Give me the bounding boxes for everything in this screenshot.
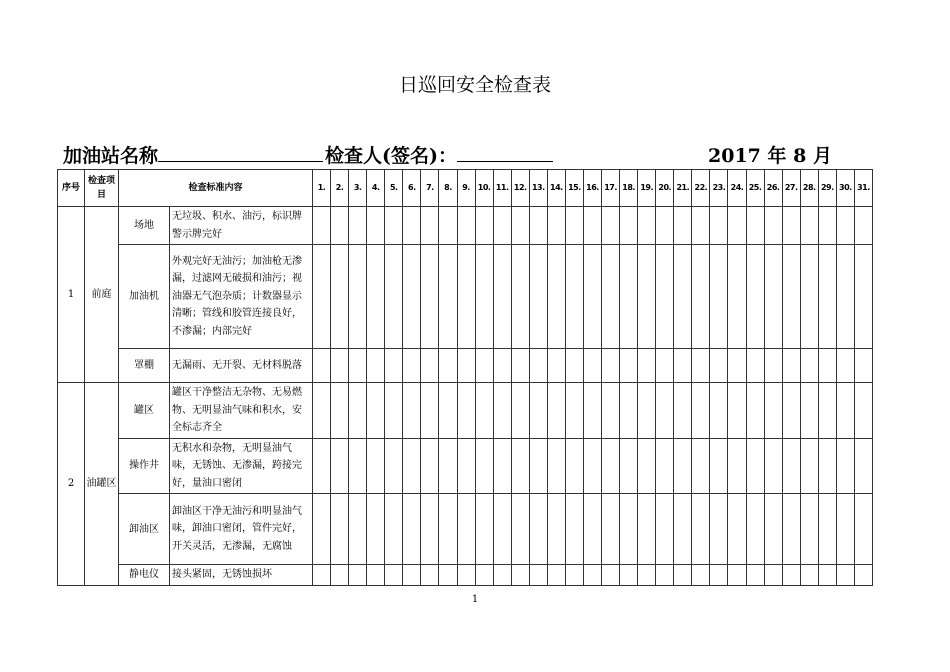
day-check-cell[interactable] xyxy=(493,383,511,439)
day-check-cell[interactable] xyxy=(818,349,836,383)
day-check-cell[interactable] xyxy=(656,565,674,586)
station-name-label: 加油站名称 xyxy=(63,145,159,167)
day-check-cell[interactable] xyxy=(331,438,349,494)
day-check-cell[interactable] xyxy=(439,349,457,383)
day-check-cell[interactable] xyxy=(403,349,421,383)
day-check-cell[interactable] xyxy=(565,207,583,245)
day-check-cell[interactable] xyxy=(746,349,764,383)
day-check-cell[interactable] xyxy=(583,438,601,494)
day-check-cell[interactable] xyxy=(583,383,601,439)
day-check-cell[interactable] xyxy=(403,245,421,349)
table-row xyxy=(58,207,873,245)
day-check-cell[interactable] xyxy=(800,494,818,565)
col-header-day: 3. xyxy=(349,170,367,207)
day-check-cell[interactable] xyxy=(710,494,728,565)
day-check-cell[interactable] xyxy=(746,245,764,349)
day-check-cell[interactable] xyxy=(620,494,638,565)
day-check-cell[interactable] xyxy=(421,207,439,245)
col-header-day: 28. xyxy=(800,170,818,207)
day-check-cell[interactable] xyxy=(529,438,547,494)
day-check-cell[interactable] xyxy=(728,494,746,565)
day-check-cell[interactable] xyxy=(385,383,403,439)
inspector-label: 检查人(签名)： xyxy=(325,145,457,167)
day-check-cell[interactable] xyxy=(565,565,583,586)
day-check-cell[interactable] xyxy=(710,383,728,439)
day-check-cell[interactable] xyxy=(620,565,638,586)
day-check-cell[interactable] xyxy=(764,207,782,245)
col-header-day: 27. xyxy=(782,170,800,207)
day-check-cell[interactable] xyxy=(421,438,439,494)
row-standard: 无垃圾、积水、油污，标识牌警示牌完好 xyxy=(170,207,313,245)
col-header-standard: 检查标准内容 xyxy=(119,170,313,207)
day-check-cell[interactable] xyxy=(565,438,583,494)
day-check-cell[interactable] xyxy=(529,494,547,565)
row-sub-item: 罩棚 xyxy=(119,349,170,383)
row-standard: 罐区干净整洁无杂物、无易燃物、无明显油气味和积水，安全标志齐全 xyxy=(170,383,313,439)
day-check-cell[interactable] xyxy=(457,349,475,383)
day-check-cell[interactable] xyxy=(764,494,782,565)
day-check-cell[interactable] xyxy=(602,438,620,494)
row-standard: 外观完好无油污；加油枪无渗漏，过滤网无破损和油污；视油器无气泡杂质；计数器显示清晰；管线和胶管连接良好，不渗漏；内部完好 xyxy=(170,245,313,349)
day-check-cell[interactable] xyxy=(764,245,782,349)
day-check-cell[interactable] xyxy=(746,207,764,245)
day-check-cell[interactable] xyxy=(710,349,728,383)
day-check-cell[interactable] xyxy=(493,245,511,349)
day-check-cell[interactable] xyxy=(692,383,710,439)
day-check-cell[interactable] xyxy=(511,245,529,349)
col-header-day: 17. xyxy=(602,170,620,207)
day-check-cell[interactable] xyxy=(583,565,601,586)
day-check-cell[interactable] xyxy=(818,494,836,565)
day-check-cell[interactable] xyxy=(385,494,403,565)
day-check-cell[interactable] xyxy=(493,349,511,383)
day-check-cell[interactable] xyxy=(367,383,385,439)
row-sub-item: 罐区 xyxy=(119,383,170,439)
col-header-day: 4. xyxy=(367,170,385,207)
col-header-day: 19. xyxy=(638,170,656,207)
day-check-cell[interactable] xyxy=(529,349,547,383)
day-check-cell[interactable] xyxy=(367,438,385,494)
day-check-cell[interactable] xyxy=(674,438,692,494)
col-header-day: 10. xyxy=(475,170,493,207)
day-check-cell[interactable] xyxy=(349,207,367,245)
day-check-cell[interactable] xyxy=(457,207,475,245)
day-check-cell[interactable] xyxy=(349,383,367,439)
day-check-cell[interactable] xyxy=(565,245,583,349)
day-check-cell[interactable] xyxy=(547,438,565,494)
day-check-cell[interactable] xyxy=(331,565,349,586)
day-check-cell[interactable] xyxy=(475,245,493,349)
day-check-cell[interactable] xyxy=(728,245,746,349)
day-check-cell[interactable] xyxy=(692,207,710,245)
day-check-cell[interactable] xyxy=(385,565,403,586)
day-check-cell[interactable] xyxy=(800,438,818,494)
day-check-cell[interactable] xyxy=(367,494,385,565)
day-check-cell[interactable] xyxy=(349,245,367,349)
row-standard: 接头紧固，无锈蚀损坏 xyxy=(170,565,313,586)
day-check-cell[interactable] xyxy=(800,245,818,349)
row-area: 前庭 xyxy=(85,207,119,383)
day-check-cell[interactable] xyxy=(529,383,547,439)
day-check-cell[interactable] xyxy=(493,494,511,565)
day-check-cell[interactable] xyxy=(349,565,367,586)
day-check-cell[interactable] xyxy=(818,383,836,439)
day-check-cell[interactable] xyxy=(313,565,331,586)
day-check-cell[interactable] xyxy=(313,438,331,494)
day-check-cell[interactable] xyxy=(728,349,746,383)
day-check-cell[interactable] xyxy=(782,565,800,586)
day-check-cell[interactable] xyxy=(602,565,620,586)
day-check-cell[interactable] xyxy=(818,207,836,245)
day-check-cell[interactable] xyxy=(493,207,511,245)
day-check-cell[interactable] xyxy=(728,207,746,245)
day-check-cell[interactable] xyxy=(439,207,457,245)
day-check-cell[interactable] xyxy=(547,245,565,349)
day-check-cell[interactable] xyxy=(457,438,475,494)
day-check-cell[interactable] xyxy=(800,565,818,586)
day-check-cell[interactable] xyxy=(511,207,529,245)
day-check-cell[interactable] xyxy=(403,438,421,494)
day-check-cell[interactable] xyxy=(656,494,674,565)
day-check-cell[interactable] xyxy=(367,565,385,586)
col-header-day: 25. xyxy=(746,170,764,207)
day-check-cell[interactable] xyxy=(602,383,620,439)
day-check-cell[interactable] xyxy=(836,207,854,245)
day-check-cell[interactable] xyxy=(656,349,674,383)
day-check-cell[interactable] xyxy=(313,383,331,439)
day-check-cell[interactable] xyxy=(331,349,349,383)
day-check-cell[interactable] xyxy=(583,207,601,245)
col-header-day: 5. xyxy=(385,170,403,207)
col-header-day: 9. xyxy=(457,170,475,207)
col-header-day: 12. xyxy=(511,170,529,207)
day-check-cell[interactable] xyxy=(403,565,421,586)
day-check-cell[interactable] xyxy=(457,383,475,439)
day-check-cell[interactable] xyxy=(349,494,367,565)
day-check-cell[interactable] xyxy=(475,565,493,586)
day-check-cell[interactable] xyxy=(565,383,583,439)
day-check-cell[interactable] xyxy=(656,383,674,439)
day-check-cell[interactable] xyxy=(602,207,620,245)
day-check-cell[interactable] xyxy=(710,438,728,494)
col-header-day: 21. xyxy=(674,170,692,207)
day-check-cell[interactable] xyxy=(638,349,656,383)
day-check-cell[interactable] xyxy=(367,245,385,349)
day-check-cell[interactable] xyxy=(818,438,836,494)
row-standard: 无漏雨、无开裂、无材料脱落 xyxy=(170,349,313,383)
day-check-cell[interactable] xyxy=(547,565,565,586)
row-standard: 无积水和杂物，无明显油气味，无锈蚀、无渗漏，跨接完好，量油口密闭 xyxy=(170,438,313,494)
col-header-day: 18. xyxy=(620,170,638,207)
day-check-cell[interactable] xyxy=(385,438,403,494)
day-check-cell[interactable] xyxy=(529,207,547,245)
day-check-cell[interactable] xyxy=(493,565,511,586)
day-check-cell[interactable] xyxy=(583,245,601,349)
day-check-cell[interactable] xyxy=(511,349,529,383)
day-check-cell[interactable] xyxy=(638,565,656,586)
day-check-cell[interactable] xyxy=(620,383,638,439)
day-check-cell[interactable] xyxy=(457,565,475,586)
table-row xyxy=(58,438,873,494)
day-check-cell[interactable] xyxy=(457,245,475,349)
day-check-cell[interactable] xyxy=(493,438,511,494)
day-check-cell[interactable] xyxy=(674,207,692,245)
page-title: 日巡回安全检查表 xyxy=(398,74,551,96)
col-header-day: 15. xyxy=(565,170,583,207)
day-check-cell[interactable] xyxy=(692,438,710,494)
day-check-cell[interactable] xyxy=(674,565,692,586)
table-row xyxy=(58,383,873,439)
col-header-day: 30. xyxy=(836,170,854,207)
col-header-day: 8. xyxy=(439,170,457,207)
day-check-cell[interactable] xyxy=(565,494,583,565)
col-header-day: 20. xyxy=(656,170,674,207)
station-name-field[interactable] xyxy=(158,143,323,162)
day-check-cell[interactable] xyxy=(620,438,638,494)
day-check-cell[interactable] xyxy=(367,349,385,383)
day-check-cell[interactable] xyxy=(746,438,764,494)
day-check-cell[interactable] xyxy=(710,245,728,349)
day-check-cell[interactable] xyxy=(620,349,638,383)
day-check-cell[interactable] xyxy=(656,438,674,494)
day-check-cell[interactable] xyxy=(674,349,692,383)
day-check-cell[interactable] xyxy=(511,494,529,565)
day-check-cell[interactable] xyxy=(583,349,601,383)
day-check-cell[interactable] xyxy=(710,207,728,245)
col-header-day: 7. xyxy=(421,170,439,207)
col-header-day: 11. xyxy=(493,170,511,207)
table-row xyxy=(58,245,873,349)
day-check-cell[interactable] xyxy=(421,565,439,586)
col-header-day: 26. xyxy=(764,170,782,207)
day-check-cell[interactable] xyxy=(674,245,692,349)
day-check-cell[interactable] xyxy=(638,494,656,565)
day-check-cell[interactable] xyxy=(385,245,403,349)
day-check-cell[interactable] xyxy=(854,245,872,349)
col-header-day: 23. xyxy=(710,170,728,207)
day-check-cell[interactable] xyxy=(638,383,656,439)
day-check-cell[interactable] xyxy=(511,438,529,494)
day-check-cell[interactable] xyxy=(475,383,493,439)
day-check-cell[interactable] xyxy=(818,245,836,349)
day-check-cell[interactable] xyxy=(331,383,349,439)
day-check-cell[interactable] xyxy=(656,207,674,245)
inspector-signature-field[interactable] xyxy=(457,143,553,162)
day-check-cell[interactable] xyxy=(620,207,638,245)
day-check-cell[interactable] xyxy=(439,438,457,494)
col-header-day: 2. xyxy=(331,170,349,207)
day-check-cell[interactable] xyxy=(421,349,439,383)
day-check-cell[interactable] xyxy=(854,565,872,586)
day-check-cell[interactable] xyxy=(710,565,728,586)
day-check-cell[interactable] xyxy=(602,494,620,565)
day-check-cell[interactable] xyxy=(800,383,818,439)
day-check-cell[interactable] xyxy=(349,438,367,494)
col-header-day: 13. xyxy=(529,170,547,207)
day-check-cell[interactable] xyxy=(836,494,854,565)
day-check-cell[interactable] xyxy=(728,438,746,494)
day-check-cell[interactable] xyxy=(692,494,710,565)
day-check-cell[interactable] xyxy=(836,383,854,439)
day-check-cell[interactable] xyxy=(529,245,547,349)
day-check-cell[interactable] xyxy=(854,207,872,245)
col-header-day: 22. xyxy=(692,170,710,207)
day-check-cell[interactable] xyxy=(583,494,601,565)
day-check-cell[interactable] xyxy=(313,245,331,349)
day-check-cell[interactable] xyxy=(331,494,349,565)
day-check-cell[interactable] xyxy=(836,349,854,383)
row-sub-item: 操作井 xyxy=(119,438,170,494)
day-check-cell[interactable] xyxy=(782,349,800,383)
row-sub-item: 静电仪 xyxy=(119,565,170,586)
col-header-day: 24. xyxy=(728,170,746,207)
day-check-cell[interactable] xyxy=(818,565,836,586)
day-check-cell[interactable] xyxy=(367,207,385,245)
day-check-cell[interactable] xyxy=(547,383,565,439)
day-check-cell[interactable] xyxy=(764,383,782,439)
row-sub-item: 卸油区 xyxy=(119,494,170,565)
row-area: 油罐区 xyxy=(85,383,119,586)
day-check-cell[interactable] xyxy=(349,349,367,383)
day-check-cell[interactable] xyxy=(746,494,764,565)
day-check-cell[interactable] xyxy=(439,245,457,349)
page-number: 1 xyxy=(471,594,479,605)
day-check-cell[interactable] xyxy=(764,565,782,586)
col-header-day: 31. xyxy=(854,170,872,207)
day-check-cell[interactable] xyxy=(602,245,620,349)
day-check-cell[interactable] xyxy=(800,207,818,245)
row-standard: 卸油区干净无油污和明显油气味，卸油口密闭，管件完好，开关灵活，无渗漏，无腐蚀 xyxy=(170,494,313,565)
day-check-cell[interactable] xyxy=(746,383,764,439)
day-check-cell[interactable] xyxy=(854,494,872,565)
form-header xyxy=(63,141,553,168)
day-check-cell[interactable] xyxy=(529,565,547,586)
day-check-cell[interactable] xyxy=(854,383,872,439)
table-row xyxy=(58,565,873,586)
day-check-cell[interactable] xyxy=(475,438,493,494)
report-date: 2017 年 8 月 xyxy=(708,145,832,167)
day-check-cell[interactable] xyxy=(475,207,493,245)
day-check-cell[interactable] xyxy=(638,207,656,245)
col-header-seq: 序号 xyxy=(58,170,85,207)
day-check-cell[interactable] xyxy=(457,494,475,565)
day-check-cell[interactable] xyxy=(782,207,800,245)
day-check-cell[interactable] xyxy=(313,349,331,383)
day-check-cell[interactable] xyxy=(692,245,710,349)
day-check-cell[interactable] xyxy=(439,383,457,439)
day-check-cell[interactable] xyxy=(692,349,710,383)
row-seq: 1 xyxy=(58,207,85,383)
col-header-day: 14. xyxy=(547,170,565,207)
day-check-cell[interactable] xyxy=(854,349,872,383)
day-check-cell[interactable] xyxy=(764,438,782,494)
day-check-cell[interactable] xyxy=(511,565,529,586)
day-check-cell[interactable] xyxy=(674,383,692,439)
day-check-cell[interactable] xyxy=(638,245,656,349)
day-check-cell[interactable] xyxy=(565,349,583,383)
day-check-cell[interactable] xyxy=(547,494,565,565)
col-header-day: 1. xyxy=(313,170,331,207)
day-check-cell[interactable] xyxy=(403,494,421,565)
day-check-cell[interactable] xyxy=(421,383,439,439)
day-check-cell[interactable] xyxy=(800,349,818,383)
row-sub-item: 加油机 xyxy=(119,245,170,349)
day-check-cell[interactable] xyxy=(836,565,854,586)
day-check-cell[interactable] xyxy=(547,207,565,245)
day-check-cell[interactable] xyxy=(782,438,800,494)
day-check-cell[interactable] xyxy=(385,207,403,245)
day-check-cell[interactable] xyxy=(511,383,529,439)
day-check-cell[interactable] xyxy=(313,494,331,565)
day-check-cell[interactable] xyxy=(439,565,457,586)
day-check-cell[interactable] xyxy=(421,245,439,349)
day-check-cell[interactable] xyxy=(475,494,493,565)
day-check-cell[interactable] xyxy=(746,565,764,586)
day-check-cell[interactable] xyxy=(692,565,710,586)
day-check-cell[interactable] xyxy=(782,383,800,439)
day-check-cell[interactable] xyxy=(620,245,638,349)
day-check-cell[interactable] xyxy=(638,438,656,494)
table-row xyxy=(58,494,873,565)
day-check-cell[interactable] xyxy=(602,349,620,383)
day-check-cell[interactable] xyxy=(547,349,565,383)
day-check-cell[interactable] xyxy=(836,245,854,349)
day-check-cell[interactable] xyxy=(836,438,854,494)
day-check-cell[interactable] xyxy=(764,349,782,383)
day-check-cell[interactable] xyxy=(439,494,457,565)
row-seq: 2 xyxy=(58,383,85,586)
col-header-day: 29. xyxy=(818,170,836,207)
day-check-cell[interactable] xyxy=(403,207,421,245)
day-check-cell[interactable] xyxy=(421,494,439,565)
day-check-cell[interactable] xyxy=(331,245,349,349)
day-check-cell[interactable] xyxy=(403,383,421,439)
day-check-cell[interactable] xyxy=(674,494,692,565)
day-check-cell[interactable] xyxy=(331,207,349,245)
inspection-table xyxy=(57,169,873,586)
col-header-day: 16. xyxy=(583,170,601,207)
day-check-cell[interactable] xyxy=(854,438,872,494)
row-sub-item: 场地 xyxy=(119,207,170,245)
day-check-cell[interactable] xyxy=(728,565,746,586)
day-check-cell[interactable] xyxy=(728,383,746,439)
day-check-cell[interactable] xyxy=(782,245,800,349)
day-check-cell[interactable] xyxy=(656,245,674,349)
day-check-cell[interactable] xyxy=(782,494,800,565)
col-header-day: 6. xyxy=(403,170,421,207)
col-header-item: 检查项目 xyxy=(85,170,119,207)
day-check-cell[interactable] xyxy=(385,349,403,383)
day-check-cell[interactable] xyxy=(313,207,331,245)
table-row xyxy=(58,349,873,383)
day-check-cell[interactable] xyxy=(475,349,493,383)
